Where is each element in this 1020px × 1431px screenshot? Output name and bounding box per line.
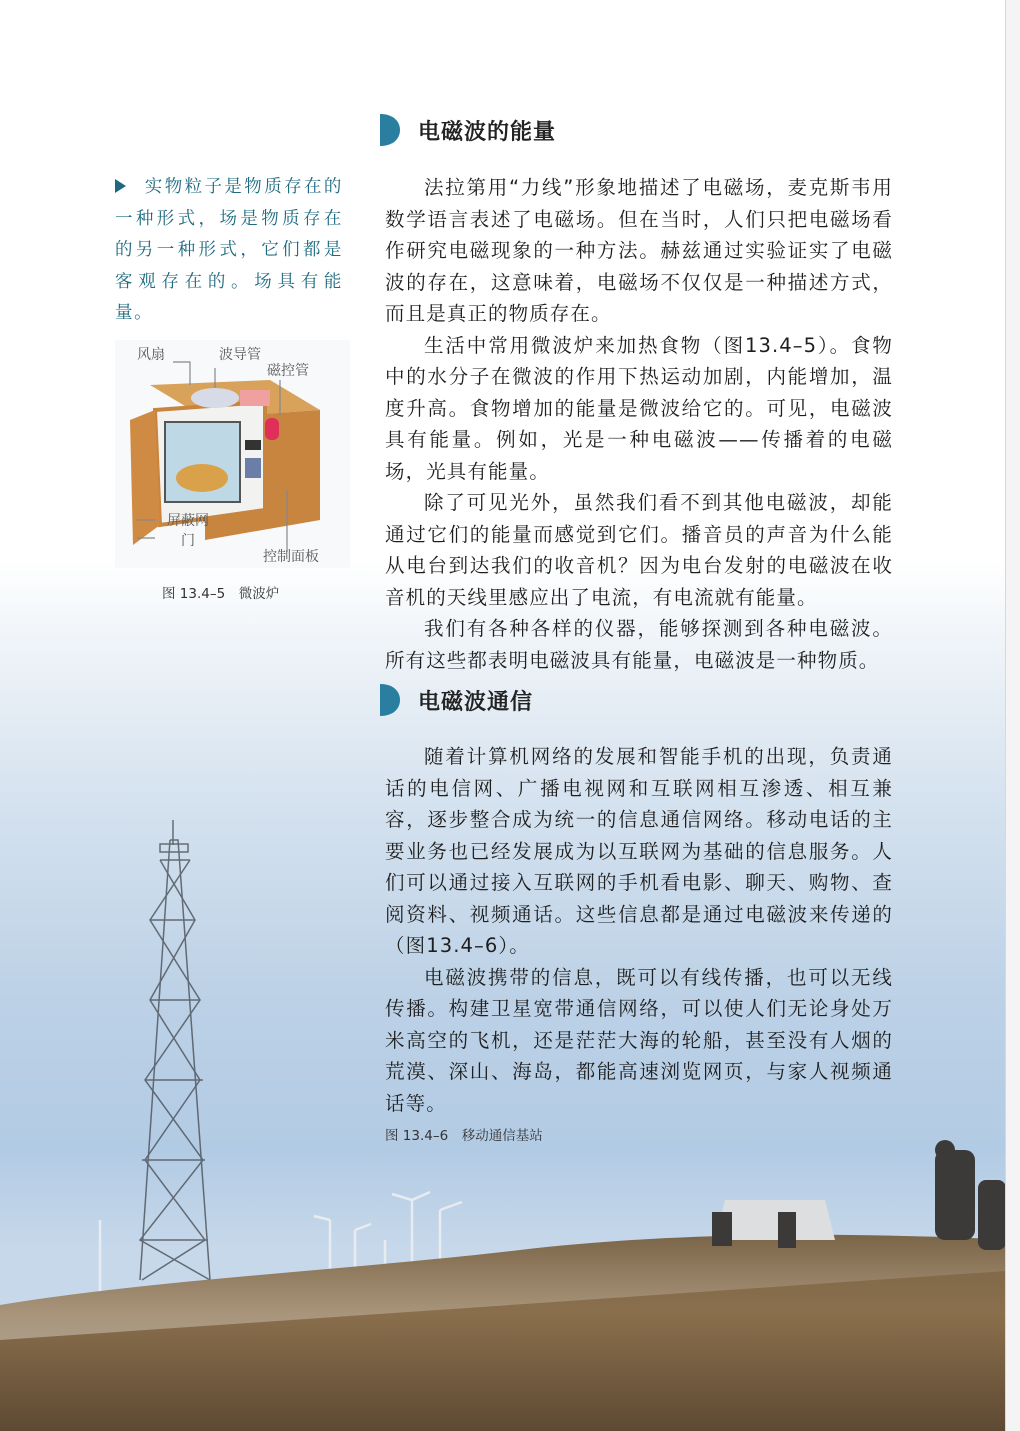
paragraph: 除了可见光外，虽然我们看不到其他电磁波，却能通过它们的能量而感觉到它们。播音员的声音为什么能从电台到达我们的收音机？因为电台发射的电磁波在收音机的天线里感应出了电流，有电流就有能量。 (385, 491, 893, 609)
section-title: 电磁波通信 (418, 689, 534, 715)
page-edge (1005, 0, 1020, 1431)
section-body-energy (385, 172, 893, 676)
label-control-panel: 控制面板 (263, 549, 319, 565)
label-fan: 风扇 (137, 347, 165, 363)
lattice-tower (140, 820, 210, 1280)
figure-caption: 图 13.4–5 微波炉 (162, 586, 280, 602)
paragraph: 随着计算机网络的发展和智能手机的出现，负责通话的电信网、广播电视网和互联网相互渗透、相互兼容，逐步整合成为统一的信息通信网络。移动电话的主要业务也已经发展成为以互联网为基础的信息服务。人们可以通过接入互联网的手机看电影、聊天、购物、查阅资料、视频通话。这些信息都是通过电磁波来传递的（图13.4–6）。 (385, 745, 893, 957)
section-body-communication (385, 741, 893, 1119)
side-note-text: 实物粒子是物质存在的一种形式，场是物质存在的另一种形式，它们都是客观存在的。场具有能量。 (115, 177, 343, 323)
label-door: 门 (181, 533, 195, 549)
section-heading-communication (380, 684, 533, 716)
label-magnetron: 磁控管 (267, 363, 309, 379)
triangle-bullet-icon (115, 179, 126, 193)
figure-caption: 图 13.4–6 移动通信基站 (385, 1128, 543, 1144)
paragraph: 法拉第用“力线”形象地描述了电磁场，麦克斯韦用数学语言表述了电磁场。但在当时，人们只把电磁场看作研究电磁现象的一种方法。赫兹通过实验证实了电磁波的存在，这意味着，电磁场不仅仅是一种描述方式，而且是真正的物质存在。 (385, 176, 893, 325)
paragraph: 电磁波携带的信息，既可以有线传播，也可以无线传播。构建卫星宽带通信网络，可以使人们无论身处万米高空的飞机，还是茫茫大海的轮船，甚至没有人烟的荒漠、深山、海岛，都能高速浏览网页，与家人视频通话等。 (385, 965, 893, 1115)
section-marker-icon (380, 684, 400, 716)
label-shield-mesh: 屏蔽网 (167, 513, 209, 529)
side-note (115, 172, 343, 330)
section-marker-icon (380, 114, 400, 146)
section-title: 电磁波的能量 (418, 119, 557, 145)
microwave-figure (115, 340, 350, 568)
section-heading-energy (380, 114, 556, 146)
paragraph: 生活中常用微波炉来加热食物（图13.4–5）。食物中的水分子在微波的作用下热运动加剧，内能增加，温度升高。食物增加的能量是微波给它的。可见，电磁波具有能量。例如，光是一种电磁波——传播着的电磁场，光具有能量。 (385, 333, 893, 483)
van-and-people (712, 1140, 1006, 1250)
microwave-illustration (115, 340, 350, 568)
paragraph: 我们有各种各样的仪器，能够探测到各种电磁波。所有这些都表明电磁波具有能量，电磁波是一种物质。 (385, 617, 893, 672)
label-waveguide: 波导管 (219, 347, 261, 363)
